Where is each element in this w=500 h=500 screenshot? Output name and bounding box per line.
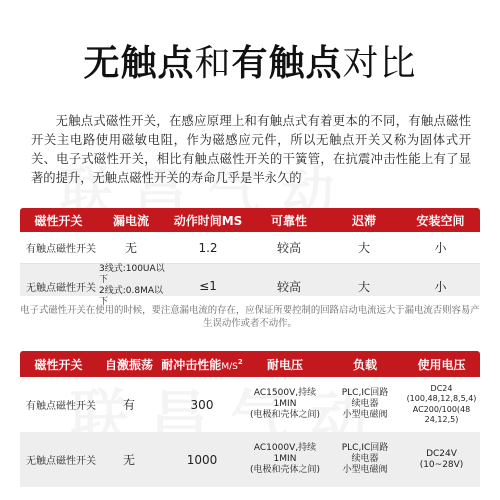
- header-text: 耐冲击性能: [161, 357, 222, 372]
- row-label: 有触点磁性开关: [26, 401, 96, 412]
- use-voltage-line: 24,12,5): [424, 415, 459, 424]
- header-unit: M/S: [221, 361, 238, 372]
- page-title: [0, 34, 500, 86]
- leakage-line: 3线式:100UA以下: [99, 264, 165, 285]
- header-unit-exponent: 2: [237, 357, 243, 366]
- leakage-cell: [97, 264, 165, 308]
- oscillation-cell: 无: [122, 453, 135, 467]
- header-cell: [161, 356, 243, 373]
- comparison-table-1: [20, 208, 480, 307]
- load-cell: [327, 443, 403, 476]
- load-line: 续电器: [351, 454, 379, 464]
- load-line: PLC,IC回路: [341, 443, 389, 453]
- reliability-cell: 较高: [276, 279, 301, 294]
- hysteresis-cell: 大: [357, 279, 370, 294]
- use-voltage-cell: [403, 384, 480, 426]
- space-cell: 小: [434, 241, 447, 255]
- table-row: [20, 264, 480, 307]
- row-label: 无触点磁性开关: [26, 456, 96, 467]
- intro-paragraph: 无触点式磁性开关，在感应原理上和有触点式有着更本的不同，有触点磁性开关主电路使用磁敏电阻，作为磁感应元件，所以无触点开关又称为固体式开关、电子式磁性开关，相比有触点磁性开关的干簧管，在抗震冲击性能上有了显著的提升，无触点磁性开关的寿命几乎是半永久的: [31, 114, 471, 185]
- header-cell: 负载: [352, 357, 377, 372]
- use-voltage-cell: [403, 449, 480, 471]
- header-cell: 自激振荡: [104, 357, 153, 372]
- load-line: PLC,IC回路: [341, 388, 389, 398]
- hysteresis-cell: 大: [357, 241, 370, 255]
- usage-note: 电子式磁性开关在使用的时候，要注意漏电流的存在，应保证所要控制的回路启动电流远大于漏电流否则容易产生误动作或者不动作。: [20, 305, 480, 329]
- load-cell: [327, 388, 403, 421]
- voltage-line: (电极和壳体之间): [249, 410, 321, 420]
- action-time-cell: 1.2: [198, 240, 218, 255]
- leakage-line: 2线式:0.8MA以下: [99, 286, 163, 307]
- use-voltage-line: (10~28V): [419, 459, 464, 470]
- header-cell: 使用电压: [417, 357, 466, 372]
- header-cell: 漏电流: [112, 213, 149, 228]
- title-part-2: 和: [194, 42, 232, 84]
- use-voltage-line: DC24V: [426, 448, 457, 459]
- action-time-cell: ≤1: [199, 279, 217, 293]
- header-cell: 耐电压: [266, 357, 303, 372]
- withstand-voltage-cell: [243, 388, 327, 421]
- use-voltage-line: DC24: [430, 383, 453, 393]
- use-voltage-line: AC200/100(48: [412, 404, 471, 414]
- use-voltage-line: (100,48,12,8,5,4): [406, 394, 477, 403]
- table-2-header: [20, 351, 480, 377]
- header-cell: 动作时间MS: [173, 213, 243, 228]
- header-cell: 安装空间: [416, 213, 465, 228]
- shock-cell: 1000: [186, 452, 218, 467]
- title-part-4: 对比: [342, 42, 417, 84]
- voltage-line: (电极和壳体之间): [249, 465, 321, 475]
- voltage-line: AC1000V,持续1MIN: [253, 443, 317, 464]
- table-1-header: [20, 208, 480, 232]
- shock-cell: 300: [190, 397, 214, 412]
- oscillation-cell: 有: [122, 398, 135, 412]
- comparison-table-2: [20, 351, 480, 487]
- reliability-cell: 较高: [276, 241, 301, 255]
- title-part-1: 无触点: [83, 42, 195, 84]
- withstand-voltage-cell: [243, 443, 327, 476]
- header-cell: 迟滞: [351, 213, 376, 228]
- title-part-3: 有触点: [231, 42, 343, 84]
- table-row: [20, 432, 480, 487]
- table-row: [20, 232, 480, 264]
- table-row: [20, 377, 480, 432]
- voltage-line: AC1500V,持续1MIN: [253, 388, 317, 409]
- header-cell: 可靠性: [270, 213, 307, 228]
- header-cell: 磁性开关: [34, 213, 83, 228]
- row-label: 无触点磁性开关: [26, 282, 96, 294]
- load-line: 小型电磁阀: [342, 465, 388, 475]
- header-cell: 磁性开关: [34, 357, 83, 372]
- space-cell: 小: [434, 279, 447, 294]
- load-line: 续电器: [351, 399, 379, 409]
- load-line: 小型电磁阀: [342, 410, 388, 420]
- leakage-cell: 无: [124, 241, 137, 255]
- row-label: 有触点磁性开关: [26, 244, 96, 255]
